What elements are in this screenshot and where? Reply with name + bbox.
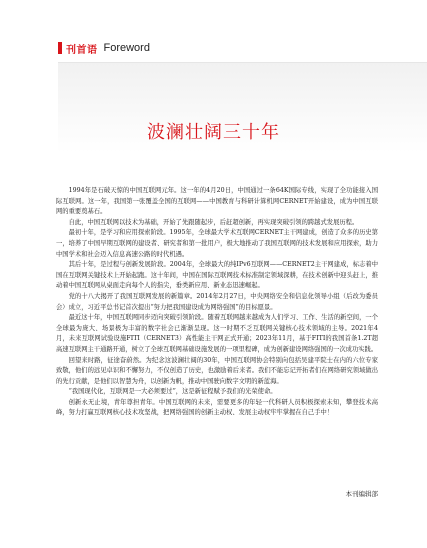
article-title: 波澜壮阔三十年: [147, 122, 280, 143]
column-label-zh: 刊首语: [66, 44, 98, 56]
column-label-en: Foreword: [103, 42, 150, 54]
paragraph: 回望来时路，征途奋蔚然。为纪念这波澜壮阔的30年，中国互联网协会特别向包括吴建平院士在内的六位专家致敬，他们的远见卓识和不懈努力，不仅创造了历史，也激励着后来者。我们不能忘记开拓者们在网络研究领域做出的先行贡献，是他们以智慧为舟，以创新为帆，推动中国驶向数字文明的新蓝海。: [56, 356, 378, 385]
column-header: [58, 40, 150, 56]
paragraph: 最初十年，是学习和应用探索阶段。1995年，全球最大学术互联网CERNET主干网建成，创造了众多的历史第一，培养了中国早期互联网的建设者、研究者和第一批用户，极大地推动了我国互联网的技术发展和应用探索，助力中国学术和社会迈入信息高速公路的时代机遇。: [56, 229, 378, 258]
paragraph: 1994年是石破天惊的中国互联网元年。这一年的4月20日，中国通过一条64K国际专线，实现了全功能接入国际互联网。这一年，我国第一张覆盖全国的互联网——中国教育与科研计算机网CERNET开始建设，成为中国互联网的重要奠基石。: [56, 187, 378, 216]
paragraph: 创新永无止境，青年尊担青年。中国互联网的未来，需要更多的年轻一代科研人员积极探索未知，攀登技术高峰，努力打赢互联网核心技术攻坚战，把网络强国的创新主动权、发展主动权牢牢掌握在自己手中！: [56, 398, 378, 417]
paragraph: 其后十年，是过程与创新发展阶段。2004年，全球最大的纯IPv6互联网——CERNET2主干网建成，标志着中国在互联网关键技术上开始起跑。这十年间，中国在国际互联网技术标准制定领域深耕，在技术创新中迎头赶上，推动着中国互联网从桌面走向每个人的指尖，垂类新应用、新业态迅速崛起。: [56, 261, 378, 290]
paragraph: 党的十八大揭开了我国互联网发展的新篇章。2014年2月27日，中央网络安全和信息化领导小组（后改为委员会）成立，习近平总书记首次提出“努力把我国建设成为网络强国”的目标愿景。: [56, 292, 378, 311]
article-body: [56, 186, 378, 419]
red-marker-icon: [58, 42, 62, 54]
signature: 本刊编辑部: [345, 490, 378, 498]
paragraph: 最近这十年，中国互联网同步迈向突破引领阶段。随着互联网越来越成为人们学习、工作、生活的新空间，一个全球最为庞大、场景极为丰富的数字社会已渐渐呈现。这一时期不乏互联网关键核心技术领域的主导。2021年4月，未来互联网试验设施FITI（CERNET3）高性能主干网正式开通；2023年11月，基于FITI的我国首条1.2T超高速互联网主干通路开通，树立了全球互联网基础设施发展的一项里程碑，成为创新建设网络强国的一次成功实践。: [56, 314, 378, 353]
paragraph: “我国现代化，互联网是一大必须要过”，这是新征程赋予我们的光荣使命。: [68, 388, 277, 396]
paragraph: 自此，中国互联网以技术为基础，开始了先跟随起步，后赶超创新，再实现突破引领的跨越式发展历程。: [68, 218, 359, 226]
